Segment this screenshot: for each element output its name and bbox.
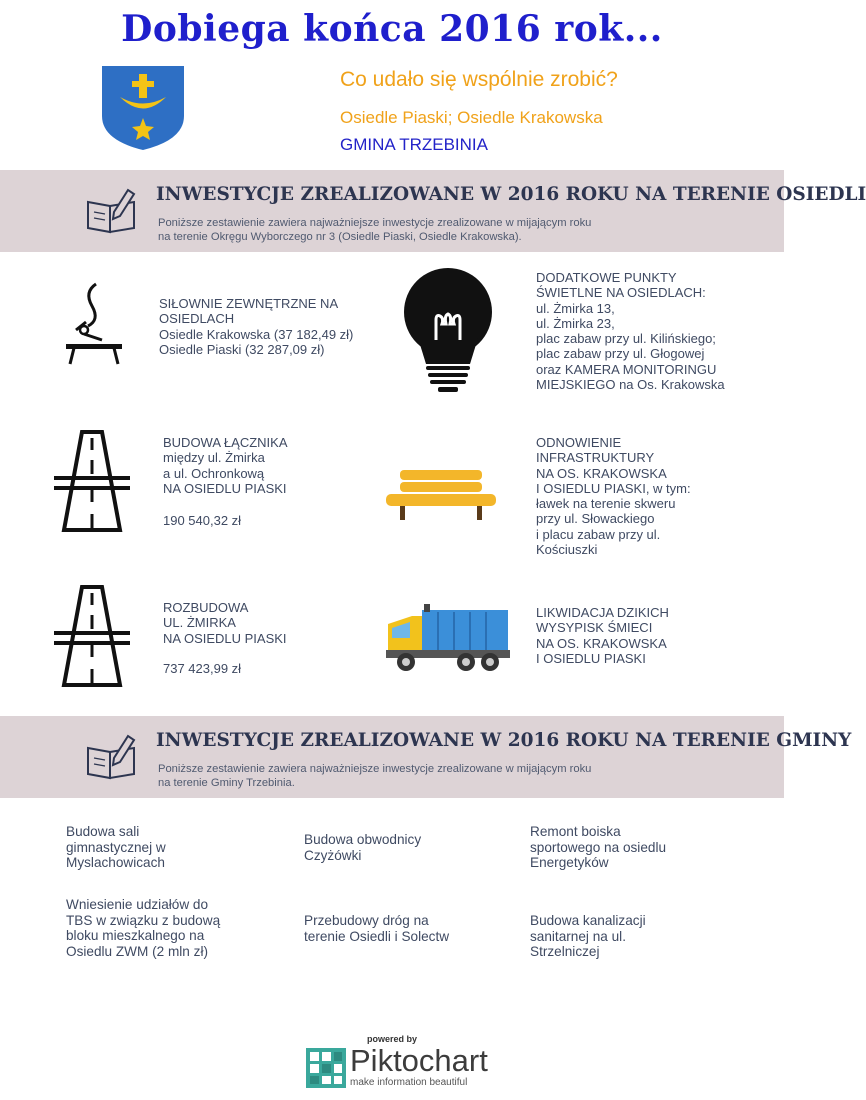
bench-icon	[386, 470, 496, 522]
section2-desc-line1: Poniższe zestawienie zawiera najważniejsze inwestycje zrealizowane w mijającym roku	[158, 763, 592, 775]
section2-desc-line2: na terenie Gminy Trzebinia.	[158, 777, 295, 789]
coat-of-arms-icon	[100, 64, 186, 152]
section1-title: INWESTYCJE ZREALIZOWANE W 2016 ROKU NA TERENIE OSIEDLI	[156, 184, 866, 205]
road-icon	[54, 430, 130, 532]
gmina-item: Wniesienie udziałów do TBS w związku z budową bloku mieszkalnego na Osiedlu ZWM (2 mln zł)	[66, 897, 221, 959]
item-zmirka-text: ROZBUDOWA UL. ŻMIRKA NA OSIEDLU PIASKI	[163, 600, 287, 646]
light-bulb-icon	[400, 268, 496, 394]
piktochart-logo-icon	[306, 1048, 346, 1088]
section1-desc	[158, 216, 591, 244]
gmina-item: Remont boiska sportowego na osiedlu Energetyków	[530, 824, 667, 870]
header-locations: Osiedle Piaski; Osiedle Krakowska	[340, 108, 603, 127]
item-lights-text: DODATKOWE PUNKTY ŚWIETLNE NA OSIEDLACH: ul. Żmirka 13, ul. Żmirka 23, plac zabaw przy ul. Kilińskiego; plac zabaw przy ul. Głogowej oraz KAMERA MONITORINGU MIEJSKIEGO na Os. Krakowska	[536, 270, 725, 393]
powered-by-label: powered by	[366, 1034, 417, 1044]
item-zmirka-value: 737 423,99 zł	[163, 661, 242, 676]
road-icon	[54, 585, 130, 687]
section2-desc	[158, 762, 591, 790]
piktochart-tagline: make information beautiful	[350, 1077, 468, 1088]
piktochart-brand: Piktochart	[350, 1043, 488, 1078]
item-infrastructure-text: ODNOWIENIE INFRASTRUKTURY NA OS. KRAKOWSKA I OSIEDLU PIASKI, w tym: ławek na terenie skweru przy ul. Słowackiego i placu zabaw przy ul. Kościuszki	[536, 435, 691, 558]
gym-icon	[62, 282, 128, 368]
section1-desc-line2: na terenie Okręgu Wyborczego nr 3 (Osiedle Piaski, Osiedle Krakowska).	[158, 231, 522, 243]
section1-desc-line1: Poniższe zestawienie zawiera najważniejsze inwestycje zrealizowane w mijającym roku	[158, 217, 592, 229]
item-waste-text: LIKWIDACJA DZIKICH WYSYPISK ŚMIECI NA OS. KRAKOWSKA I OSIEDLU PIASKI	[536, 605, 669, 666]
gmina-item: Budowa obwodnicy Czyżówki	[304, 832, 422, 863]
page-title: Dobiega końca 2016 rok...	[121, 8, 663, 50]
item-link-road-value: 190 540,32 zł	[163, 513, 242, 528]
garbage-truck-icon	[386, 604, 510, 672]
gmina-item: Przebudowy dróg na terenie Osiedli i Solectw	[304, 913, 450, 944]
book-pencil-icon	[84, 180, 140, 236]
section2-title: INWESTYCJE ZREALIZOWANE W 2016 ROKU NA TERENIE GMINY	[156, 730, 852, 751]
header-question: Co udało się wspólnie zrobić?	[340, 68, 618, 91]
item-link-road-text: BUDOWA ŁĄCZNIKA między ul. Żmirka a ul. Ochronkową NA OSIEDLU PIASKI	[163, 435, 288, 496]
book-pencil-icon	[84, 726, 140, 782]
gmina-item: Budowa kanalizacji sanitarnej na ul. Strzelniczej	[530, 913, 646, 959]
header-gmina: GMINA TRZEBINIA	[340, 135, 488, 154]
gmina-item: Budowa sali gimnastycznej w Myslachowicach	[66, 824, 166, 870]
item-gyms-text: SIŁOWNIE ZEWNĘTRZNE NA OSIEDLACH Osiedle Krakowska (37 182,49 zł) Osiedle Piaski (32 287,09 zł)	[159, 296, 354, 357]
